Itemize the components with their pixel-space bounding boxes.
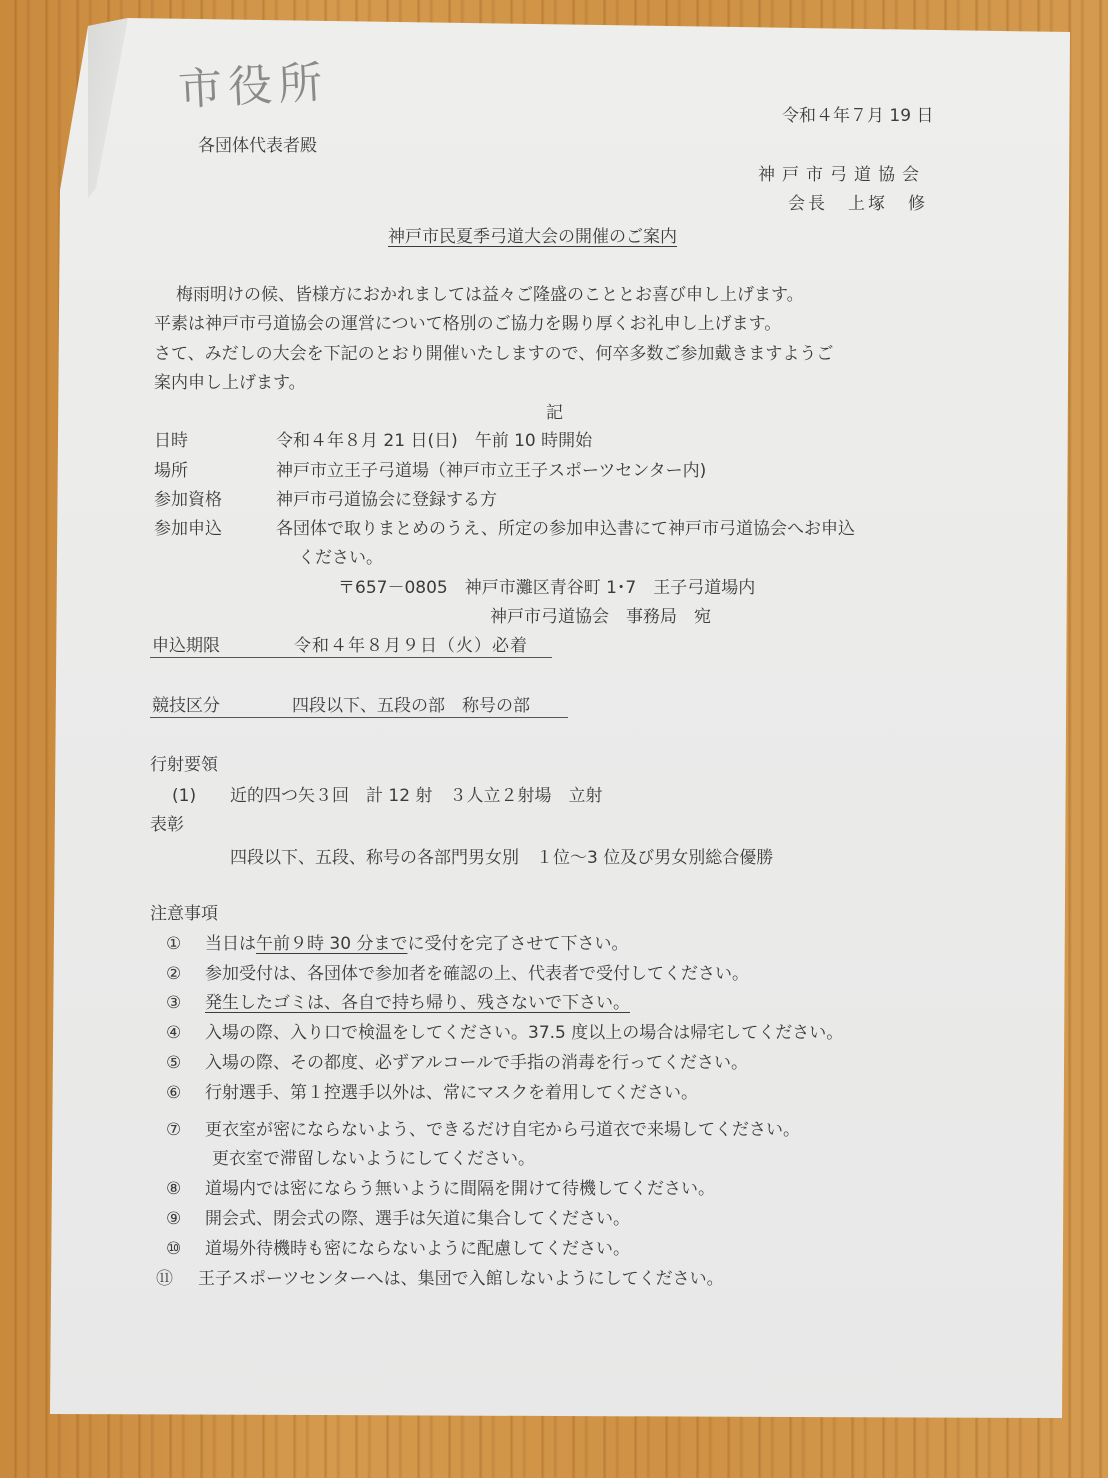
note-4-text: 入場の際、入り口で検温をしてください。37.5 度以上の場合は帰宅してください。 xyxy=(205,1023,844,1043)
note-5-num: ⑤ xyxy=(166,1053,182,1073)
detail-value-application: 各団体で取りまとめのうえ、所定の参加申込書にて神戸市弓道協会へお申込 xyxy=(276,519,856,539)
notes-label: 注意事項 xyxy=(150,904,218,924)
note-1-num: ① xyxy=(166,934,182,954)
detail-label-application: 参加申込 xyxy=(154,519,222,539)
shooting-item-num: (1) xyxy=(172,786,197,806)
intro-line-1: 梅雨明けの候、皆様方におかれましては益々ご隆盛のこととお喜び申し上げます。 xyxy=(176,285,804,305)
note-6-text: 行射選手、第１控選手以外は、常にマスクを着用してください。 xyxy=(205,1083,698,1103)
shooting-item-text: 近的四つ矢３回 計 12 射 ３人立２射場 立射 xyxy=(230,786,603,806)
note-4-num: ④ xyxy=(166,1023,182,1043)
note-3-num: ③ xyxy=(166,993,182,1013)
note-2-num: ② xyxy=(166,964,182,984)
address-line-1: 〒657－0805 神戸市灘区青谷町 1･7 王子弓道場内 xyxy=(338,578,756,598)
note-2-text: 参加受付は、各団体で参加者を確認の上、代表者で受付してください。 xyxy=(205,964,749,984)
deadline-value: 令和４年８月９日（火）必着 xyxy=(294,636,528,656)
intro-line-4: 案内申し上げます。 xyxy=(154,373,306,393)
intro-line-2: 平素は神戸市弓道協会の運営について格別のご協力を賜り厚くお礼申し上げます。 xyxy=(154,314,782,334)
note-9-text: 開会式、閉会式の際、選手は矢道に集合してください。 xyxy=(205,1209,630,1229)
detail-value-datetime: 令和４年８月 21 日(日) 午前 10 時開始 xyxy=(276,431,593,451)
note-8-num: ⑧ xyxy=(166,1179,182,1199)
document-title: 神戸市民夏季弓道大会の開催のご案内 xyxy=(388,227,677,247)
sender-org: 神戸市弓道協会 xyxy=(758,165,926,185)
sender-name: 会長 上塚 修 xyxy=(788,194,928,214)
note-7-text: 更衣室が密にならないよう、できるだけ自宅から弓道衣で来場してください。 xyxy=(205,1120,800,1140)
note-6-num: ⑥ xyxy=(166,1083,182,1103)
detail-value-application-cont: ください。 xyxy=(298,548,383,568)
ki-heading: 記 xyxy=(546,403,563,423)
detail-label-datetime: 日時 xyxy=(154,431,188,451)
deadline-label: 申込期限 xyxy=(152,636,220,656)
detail-value-eligibility: 神戸市弓道協会に登録する方 xyxy=(276,490,497,510)
note-1-text: 当日は午前９時 30 分までに受付を完了させて下さい。 xyxy=(205,934,629,954)
note-10-text: 道場外待機時も密にならないように配慮してください。 xyxy=(205,1239,630,1259)
document-date: 令和４年７月 19 日 xyxy=(782,106,934,126)
note-7-cont: 更衣室で滞留しないようにしてください。 xyxy=(212,1149,535,1169)
shooting-label: 行射要領 xyxy=(150,755,218,775)
handwritten-note: 市役所 xyxy=(177,57,330,116)
detail-value-venue: 神戸市立王子弓道場（神戸市立王子スポーツセンター内) xyxy=(276,461,707,481)
note-11-num: ⑪ xyxy=(156,1269,173,1289)
categories-label: 競技区分 xyxy=(152,696,220,716)
awards-text: 四段以下、五段、称号の各部門男女別 １位～3 位及び男女別総合優勝 xyxy=(230,848,774,868)
note-5-text: 入場の際、その都度、必ずアルコールで手指の消毒を行ってください。 xyxy=(205,1053,748,1073)
note-11-text: 王子スポーツセンターへは、集団で入館しないようにしてください。 xyxy=(198,1269,724,1289)
address-line-2: 神戸市弓道協会 事務局 宛 xyxy=(490,607,711,627)
note-3-text: 発生したゴミは、各自で持ち帰り、残さないで下さい。 xyxy=(205,993,630,1013)
note-7-num: ⑦ xyxy=(166,1120,182,1140)
intro-line-3: さて、みだしの大会を下記のとおり開催いたしますので、何卒多数ご参加戴きますようご xyxy=(154,344,834,364)
detail-label-eligibility: 参加資格 xyxy=(154,490,222,510)
addressee: 各団体代表者殿 xyxy=(198,136,317,156)
detail-label-venue: 場所 xyxy=(154,461,188,481)
awards-label: 表彰 xyxy=(150,815,184,835)
categories-value: 四段以下、五段の部 称号の部 xyxy=(292,696,530,716)
note-10-num: ⑩ xyxy=(166,1239,182,1259)
note-8-text: 道場内では密にならう無いように間隔を開けて待機してください。 xyxy=(205,1179,715,1199)
note-9-num: ⑨ xyxy=(166,1209,182,1229)
